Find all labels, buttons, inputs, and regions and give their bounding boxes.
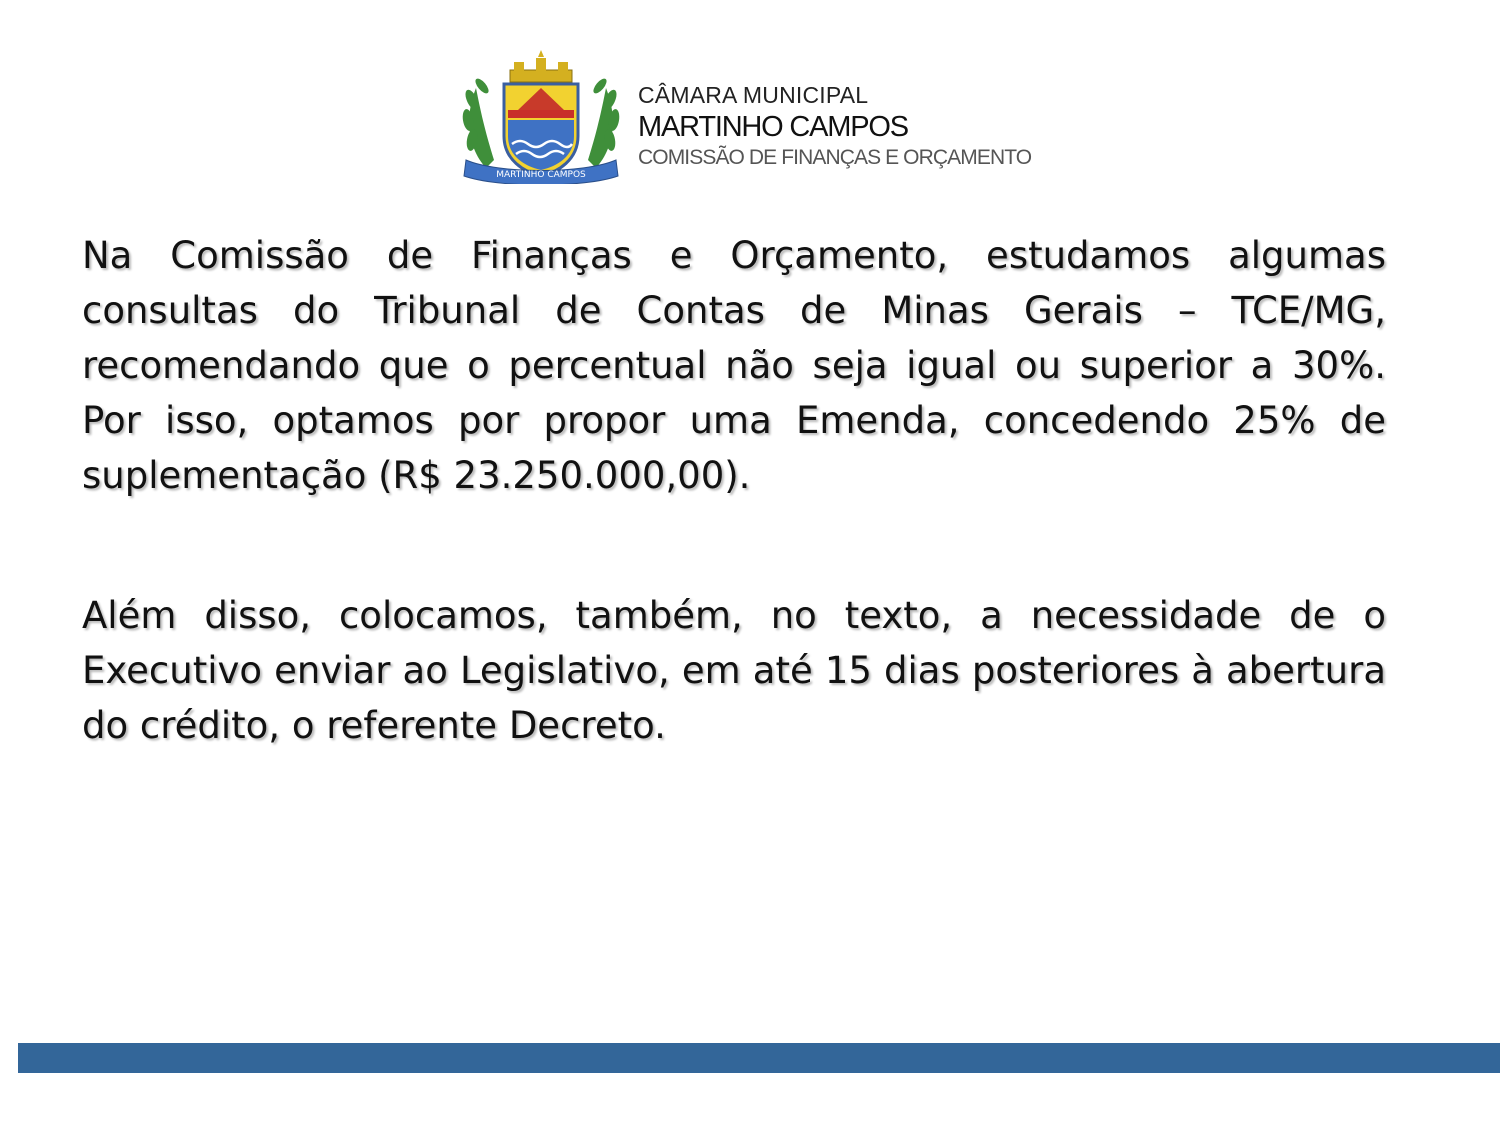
- organization-name: [638, 82, 1031, 171]
- org-line-city: MARTINHO CAMPOS: [638, 111, 908, 143]
- logo-ribbon-text: MARTINHO CAMPOS: [496, 170, 586, 180]
- footer-bar: [18, 1043, 1500, 1073]
- header: [458, 48, 1158, 188]
- org-line-camara: CÂMARA MUNICIPAL: [638, 82, 869, 108]
- slide-body: [82, 228, 1386, 753]
- paragraph-decreto: Além disso, colocamos, também, no texto, a necessidade de o Executivo enviar ao Legislativo, em até 15 dias posteriores à abertura do crédito, o referente Decreto.: [82, 594, 1386, 747]
- municipal-coat-of-arms-icon: [458, 48, 624, 184]
- paragraph-emenda: Na Comissão de Finanças e Orçamento, estudamos algumas consultas do Tribunal de Contas de Minas Gerais – TCE/MG, recomendando que o percentual não seja igual ou superior a 30%. Por isso, optamos por propor uma Emenda, concedendo 25% de suplementação (R$ 23.250.000,00).: [82, 234, 1386, 497]
- org-line-commission: COMISSÃO DE FINANÇAS E ORÇAMENTO: [638, 146, 1032, 169]
